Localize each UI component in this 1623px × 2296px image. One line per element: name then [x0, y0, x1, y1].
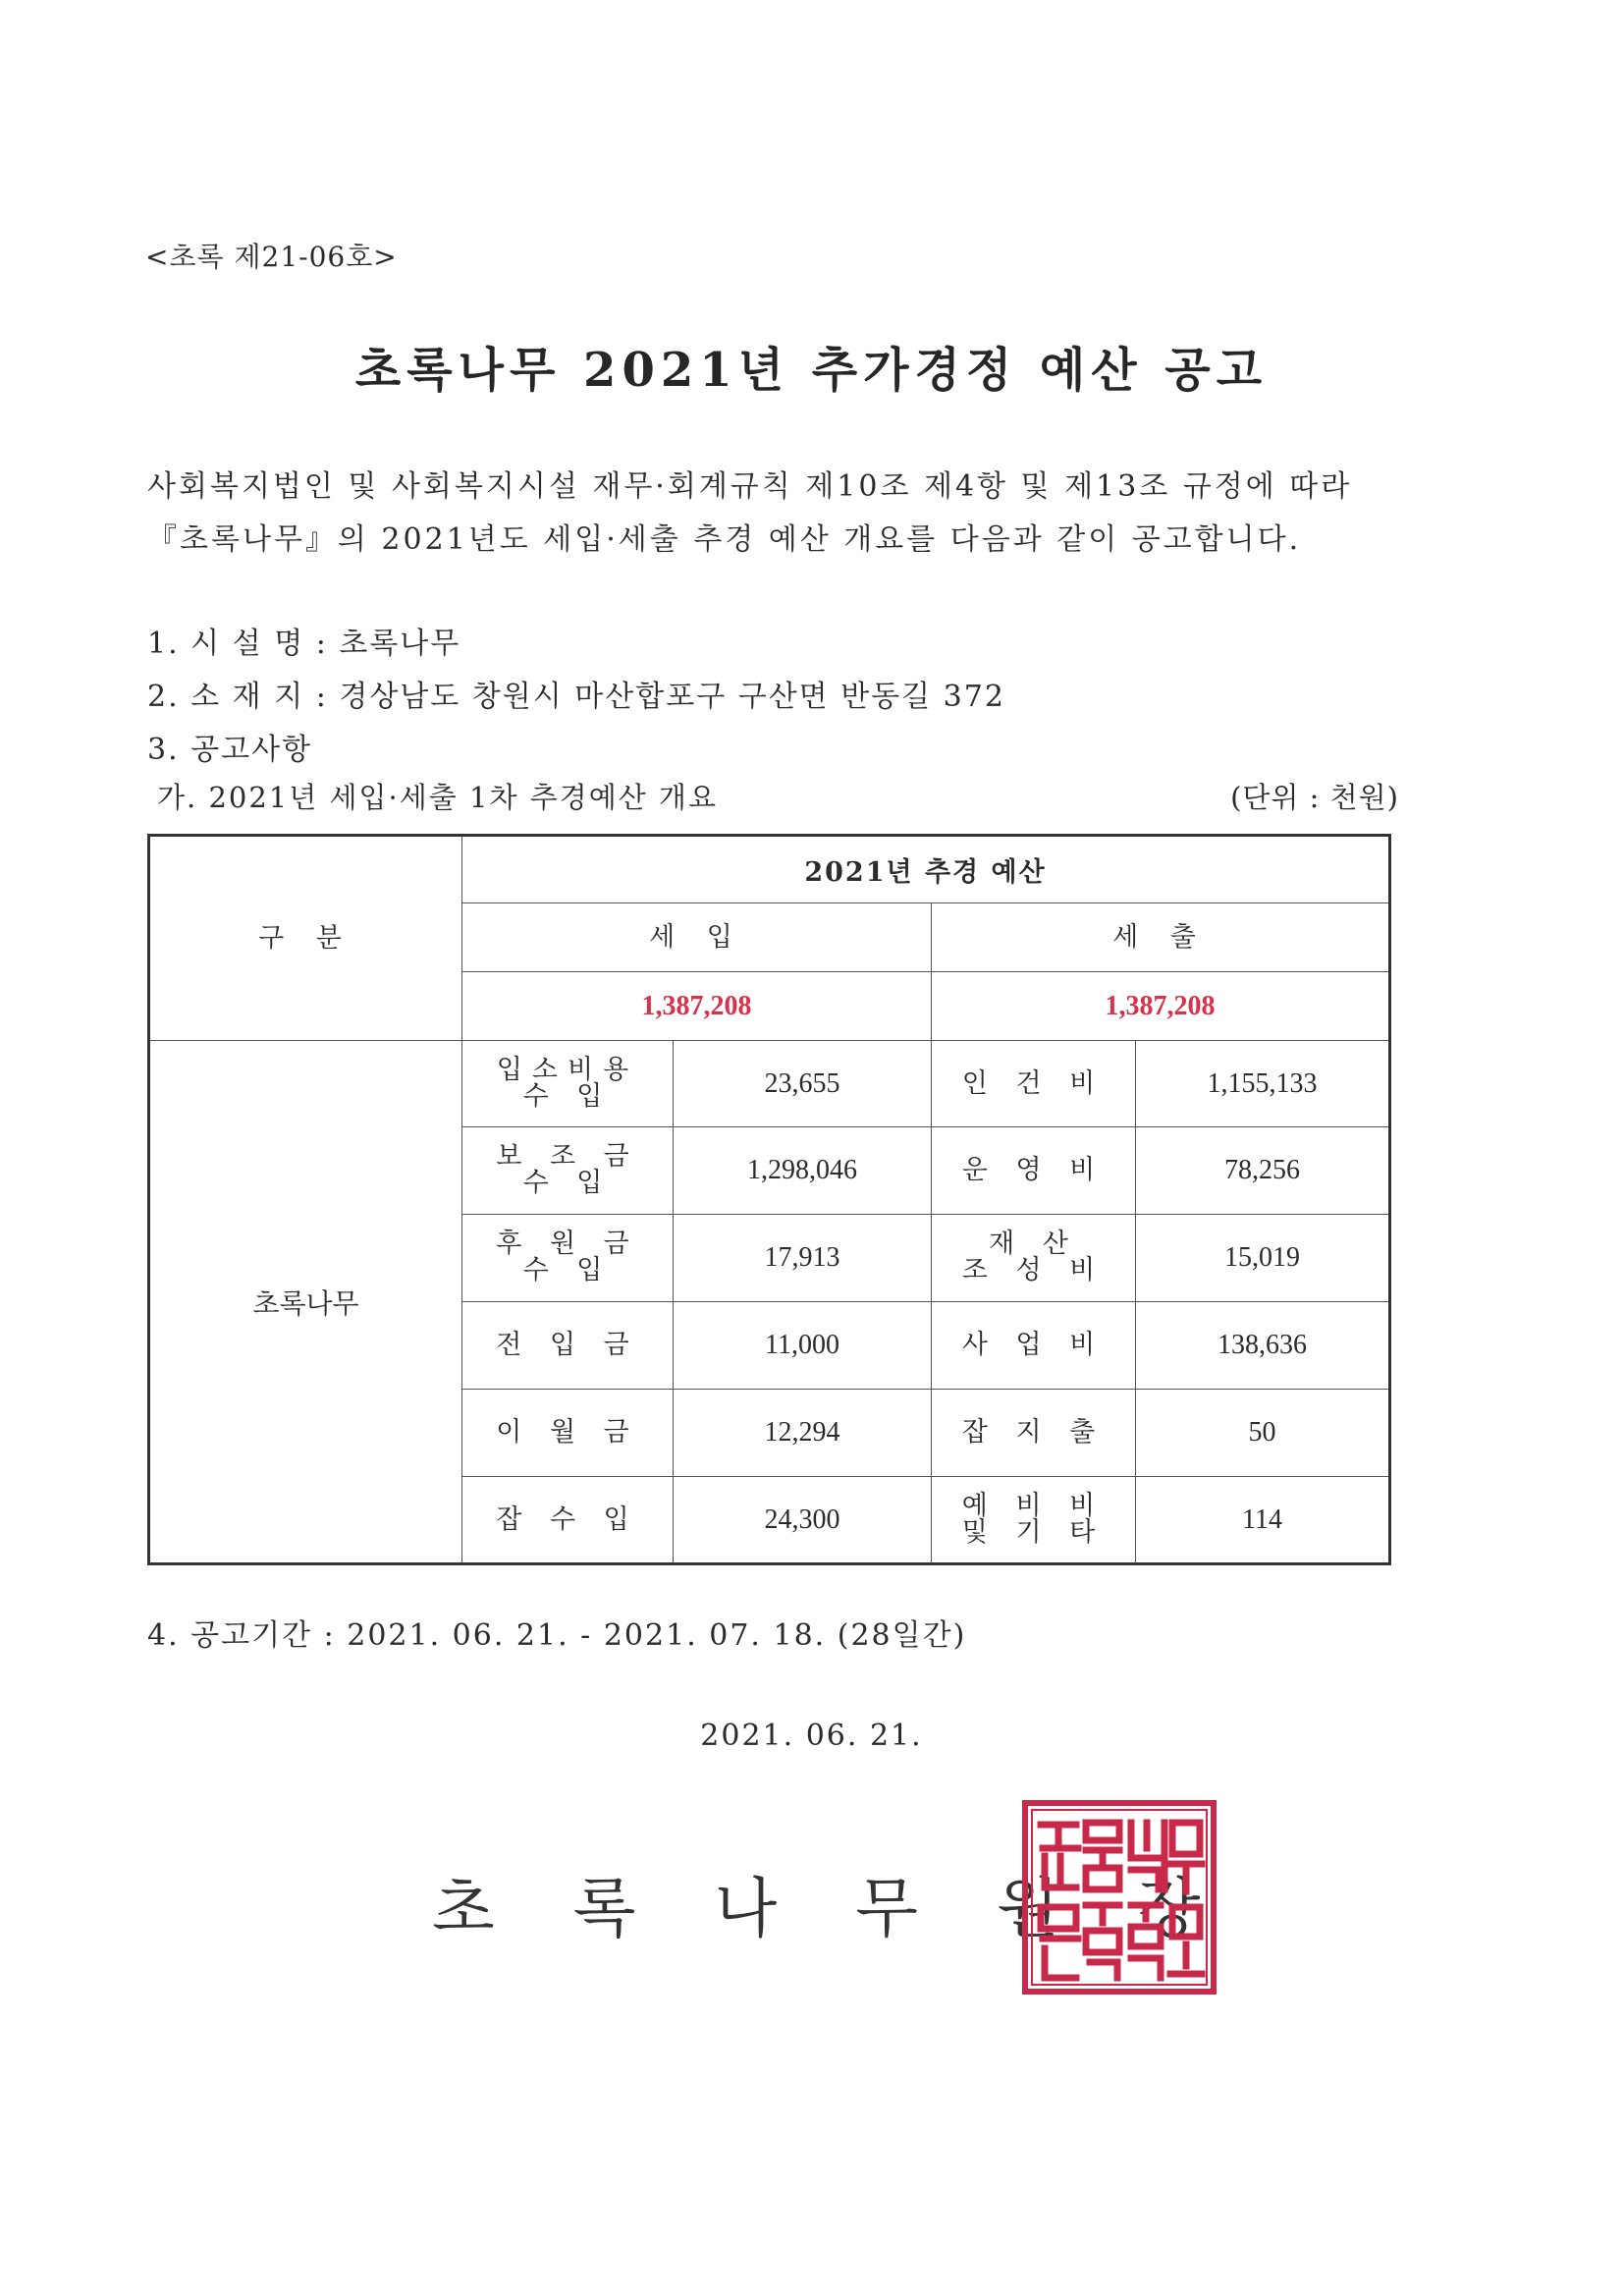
budget-header: 2021년 추경 예산	[462, 836, 1390, 903]
expense-header: 세 출	[932, 903, 1390, 972]
expense-item-label-line: 운 영 비	[961, 1155, 1106, 1185]
revenue-item-label-line: 수 입	[522, 1255, 613, 1285]
revenue-item-value: 1,298,046	[674, 1127, 932, 1215]
expense-item-label	[932, 1215, 1136, 1302]
item-location: 2. 소 재 지 : 경상남도 창원시 마산합포구 구산면 반동길 372	[147, 680, 1005, 714]
revenue-item-label-line: 수 입	[522, 1168, 613, 1198]
expense-item-label-line: 조 성 비	[961, 1255, 1106, 1285]
expense-item-value: 138,636	[1136, 1302, 1390, 1390]
category-header: 구 분	[149, 836, 462, 1041]
expense-item-value: 114	[1136, 1477, 1390, 1564]
revenue-item-label-line: 전 입 금	[496, 1330, 639, 1360]
revenue-item-label	[462, 1127, 674, 1215]
subitem-budget-overview: 가. 2021년 세입·세출 1차 추경예산 개요	[157, 781, 718, 814]
expense-item-label-line: 인 건 비	[961, 1067, 1106, 1099]
document-title: 초록나무 2021년 추가경정 예산 공고	[354, 343, 1269, 398]
intro-line-2: 『초록나무』의 2021년도 세입·세출 추경 예산 개요를 다음과 같이 공고합니다.	[147, 522, 1302, 557]
intro-line-1: 사회복지법인 및 사회복지시설 재무·회계규칙 제10조 제4항 및 제13조 규정에 따라	[147, 469, 1353, 504]
revenue-item-label	[462, 1390, 674, 1477]
signature-line: 초록나무원장	[432, 1871, 1279, 1946]
expense-item-label	[932, 1127, 1136, 1215]
revenue-header: 세 입	[462, 903, 932, 972]
item-announcement: 3. 공고사항	[147, 733, 313, 767]
revenue-item-value: 17,913	[674, 1215, 932, 1302]
expense-item-value: 50	[1136, 1390, 1390, 1477]
revenue-item-label-line: 입소비용	[496, 1054, 639, 1085]
expense-total: 1,387,208	[932, 972, 1390, 1041]
expense-item-label-line: 예 비 비	[961, 1490, 1106, 1521]
revenue-item-value: 11,000	[674, 1302, 932, 1390]
revenue-total: 1,387,208	[462, 972, 932, 1041]
expense-item-value: 15,019	[1136, 1215, 1390, 1302]
expense-item-value: 78,256	[1136, 1127, 1390, 1215]
announcement-period: 4. 공고기간 : 2021. 06. 21. - 2021. 07. 18. (28일간)	[147, 1618, 967, 1653]
expense-item-label	[932, 1390, 1136, 1477]
document-date: 2021. 06. 21.	[700, 1719, 923, 1753]
expense-item-label	[932, 1041, 1136, 1127]
revenue-item-label-line: 후 원 금	[496, 1229, 639, 1259]
document-number: <초록 제21-06호>	[145, 241, 398, 273]
revenue-item-label-line: 이 월 금	[496, 1417, 639, 1448]
revenue-item-label-line: 잡 수 입	[496, 1503, 639, 1535]
revenue-item-value: 24,300	[674, 1477, 932, 1564]
budget-table	[147, 834, 1391, 1565]
facility-name-cell: 초록나무	[149, 1041, 462, 1564]
item-facility-name: 1. 시 설 명 : 초록나무	[147, 627, 461, 661]
unit-label: (단위 : 천원)	[1230, 781, 1399, 814]
revenue-item-label	[462, 1477, 674, 1564]
revenue-item-value: 23,655	[674, 1041, 932, 1127]
revenue-item-label	[462, 1041, 674, 1127]
expense-item-value: 1,155,133	[1136, 1041, 1390, 1127]
revenue-item-value: 12,294	[674, 1390, 932, 1477]
expense-item-label-line: 사 업 비	[961, 1330, 1106, 1360]
expense-item-label-line: 재 산	[989, 1229, 1078, 1259]
expense-item-label-line: 및 기 타	[961, 1516, 1106, 1548]
revenue-item-label-line: 수 입	[522, 1080, 613, 1112]
official-seal	[1021, 1799, 1217, 1995]
table-row	[149, 1041, 1390, 1127]
expense-item-label	[932, 1477, 1136, 1564]
seal-graphic	[1021, 1799, 1217, 1995]
revenue-item-label-line: 보 조 금	[496, 1141, 639, 1172]
expense-item-label-line: 잡 지 출	[961, 1417, 1106, 1448]
expense-item-label	[932, 1302, 1136, 1390]
revenue-item-label	[462, 1215, 674, 1302]
revenue-item-label	[462, 1302, 674, 1390]
